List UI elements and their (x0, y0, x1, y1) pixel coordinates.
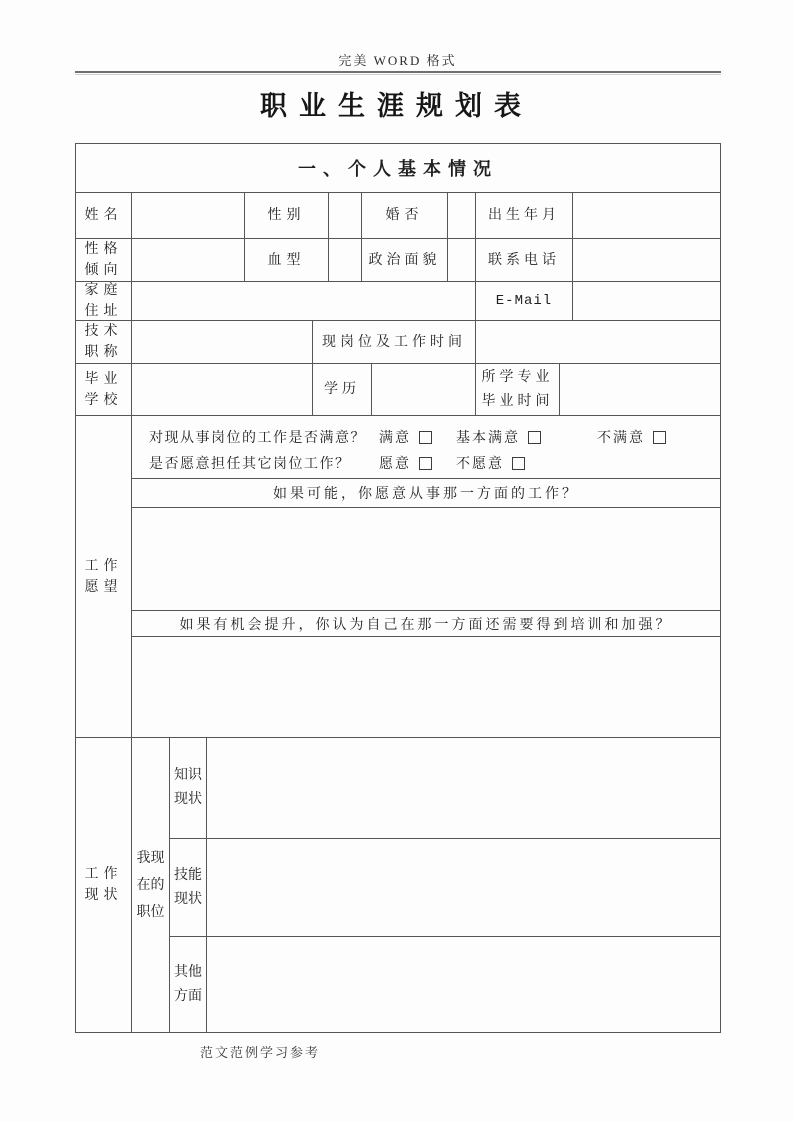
checkbox-willing[interactable] (419, 457, 432, 470)
degree-value-cell[interactable] (372, 364, 476, 415)
address-value-cell[interactable] (132, 282, 476, 320)
major-value-cell[interactable] (560, 364, 720, 415)
personality-value-cell[interactable] (132, 239, 245, 281)
school-value-cell[interactable] (132, 364, 313, 415)
section-title: 一、个人基本情况 (76, 144, 720, 193)
name-label: 姓名 (76, 193, 132, 238)
option-basically-satisfied: 基本满意 (456, 427, 541, 447)
knowledge-status-value-cell[interactable] (207, 738, 720, 838)
option-willing: 愿意 (379, 453, 432, 473)
gender-value-cell[interactable] (329, 193, 362, 238)
current-job-label: 我现在的职位 (132, 738, 170, 1032)
marital-label: 婚否 (362, 193, 448, 238)
checkbox-satisfied[interactable] (419, 431, 432, 444)
training-needs-prompt: 如果有机会提升，你认为自己在那一方面还需要得到培训和加强？ (132, 611, 720, 637)
other-aspects-value-cell[interactable] (207, 937, 720, 1032)
degree-label: 学历 (313, 364, 372, 415)
career-plan-form (75, 143, 721, 1033)
current-position-label: 现岗位及工作时间 (313, 321, 476, 363)
major-label: 所学专业毕业时间 (476, 364, 560, 415)
preferred-work-answer-cell[interactable] (132, 508, 720, 611)
tech-title-label: 技术职称 (76, 321, 132, 363)
email-label: E-Mail (476, 282, 573, 320)
option-unsatisfied: 不满意 (597, 427, 666, 447)
question-line-1 (149, 424, 720, 450)
row-address (76, 282, 720, 321)
work-wishes-content (132, 416, 720, 737)
work-status-content (170, 738, 720, 1032)
work-wishes-label: 工作愿望 (76, 416, 132, 737)
checkbox-unwilling[interactable] (512, 457, 525, 470)
page-title: 职业生涯规划表 (260, 91, 533, 121)
school-label: 毕业学校 (76, 364, 132, 415)
row-school (76, 364, 720, 416)
email-value-cell[interactable] (573, 282, 720, 320)
birth-value-cell[interactable] (573, 193, 720, 238)
option-satisfied: 满意 (379, 427, 432, 447)
training-needs-answer-cell[interactable] (132, 637, 720, 737)
personality-label: 性格倾向 (76, 239, 132, 281)
preferred-work-prompt: 如果可能，你愿意从事那一方面的工作？ (132, 479, 720, 508)
row-tech-title (76, 321, 720, 364)
political-status-label: 政治面貌 (362, 239, 448, 281)
political-status-value-cell[interactable] (448, 239, 476, 281)
row-work-status (76, 738, 720, 1032)
other-aspects-row (170, 937, 720, 1032)
page-footer-text: 范文范例学习参考 (200, 1045, 321, 1060)
tech-title-value-cell[interactable] (132, 321, 313, 363)
gender-label: 性别 (245, 193, 329, 238)
skill-status-label: 技能现状 (170, 839, 207, 936)
page-header-text: 完美 WORD 格式 (338, 53, 457, 68)
header-divider (75, 71, 721, 75)
checkbox-unsatisfied[interactable] (653, 431, 666, 444)
checkbox-basically-satisfied[interactable] (528, 431, 541, 444)
question-2-text: 是否愿意担任其它岗位工作？ (149, 457, 351, 472)
marital-value-cell[interactable] (448, 193, 476, 238)
blood-type-value-cell[interactable] (329, 239, 362, 281)
birth-label: 出生年月 (476, 193, 573, 238)
question-1-text: 对现从事岗位的工作是否满意？ (149, 431, 366, 446)
satisfaction-questions (132, 416, 720, 479)
name-value-cell[interactable] (132, 193, 245, 238)
question-line-2 (149, 450, 720, 476)
work-status-label: 工作现状 (76, 738, 132, 1032)
blood-type-label: 血型 (245, 239, 329, 281)
phone-value-cell[interactable] (573, 239, 720, 281)
row-basic-1 (76, 193, 720, 239)
row-work-wishes (76, 416, 720, 738)
knowledge-status-label: 知识现状 (170, 738, 207, 838)
current-position-value-cell[interactable] (476, 321, 720, 363)
other-aspects-label: 其他方面 (170, 937, 207, 1032)
skill-status-row (170, 839, 720, 937)
row-basic-2 (76, 239, 720, 282)
option-unwilling: 不愿意 (456, 453, 525, 473)
knowledge-status-row (170, 738, 720, 839)
phone-label: 联系电话 (476, 239, 573, 281)
skill-status-value-cell[interactable] (207, 839, 720, 936)
address-label: 家庭住址 (76, 282, 132, 320)
